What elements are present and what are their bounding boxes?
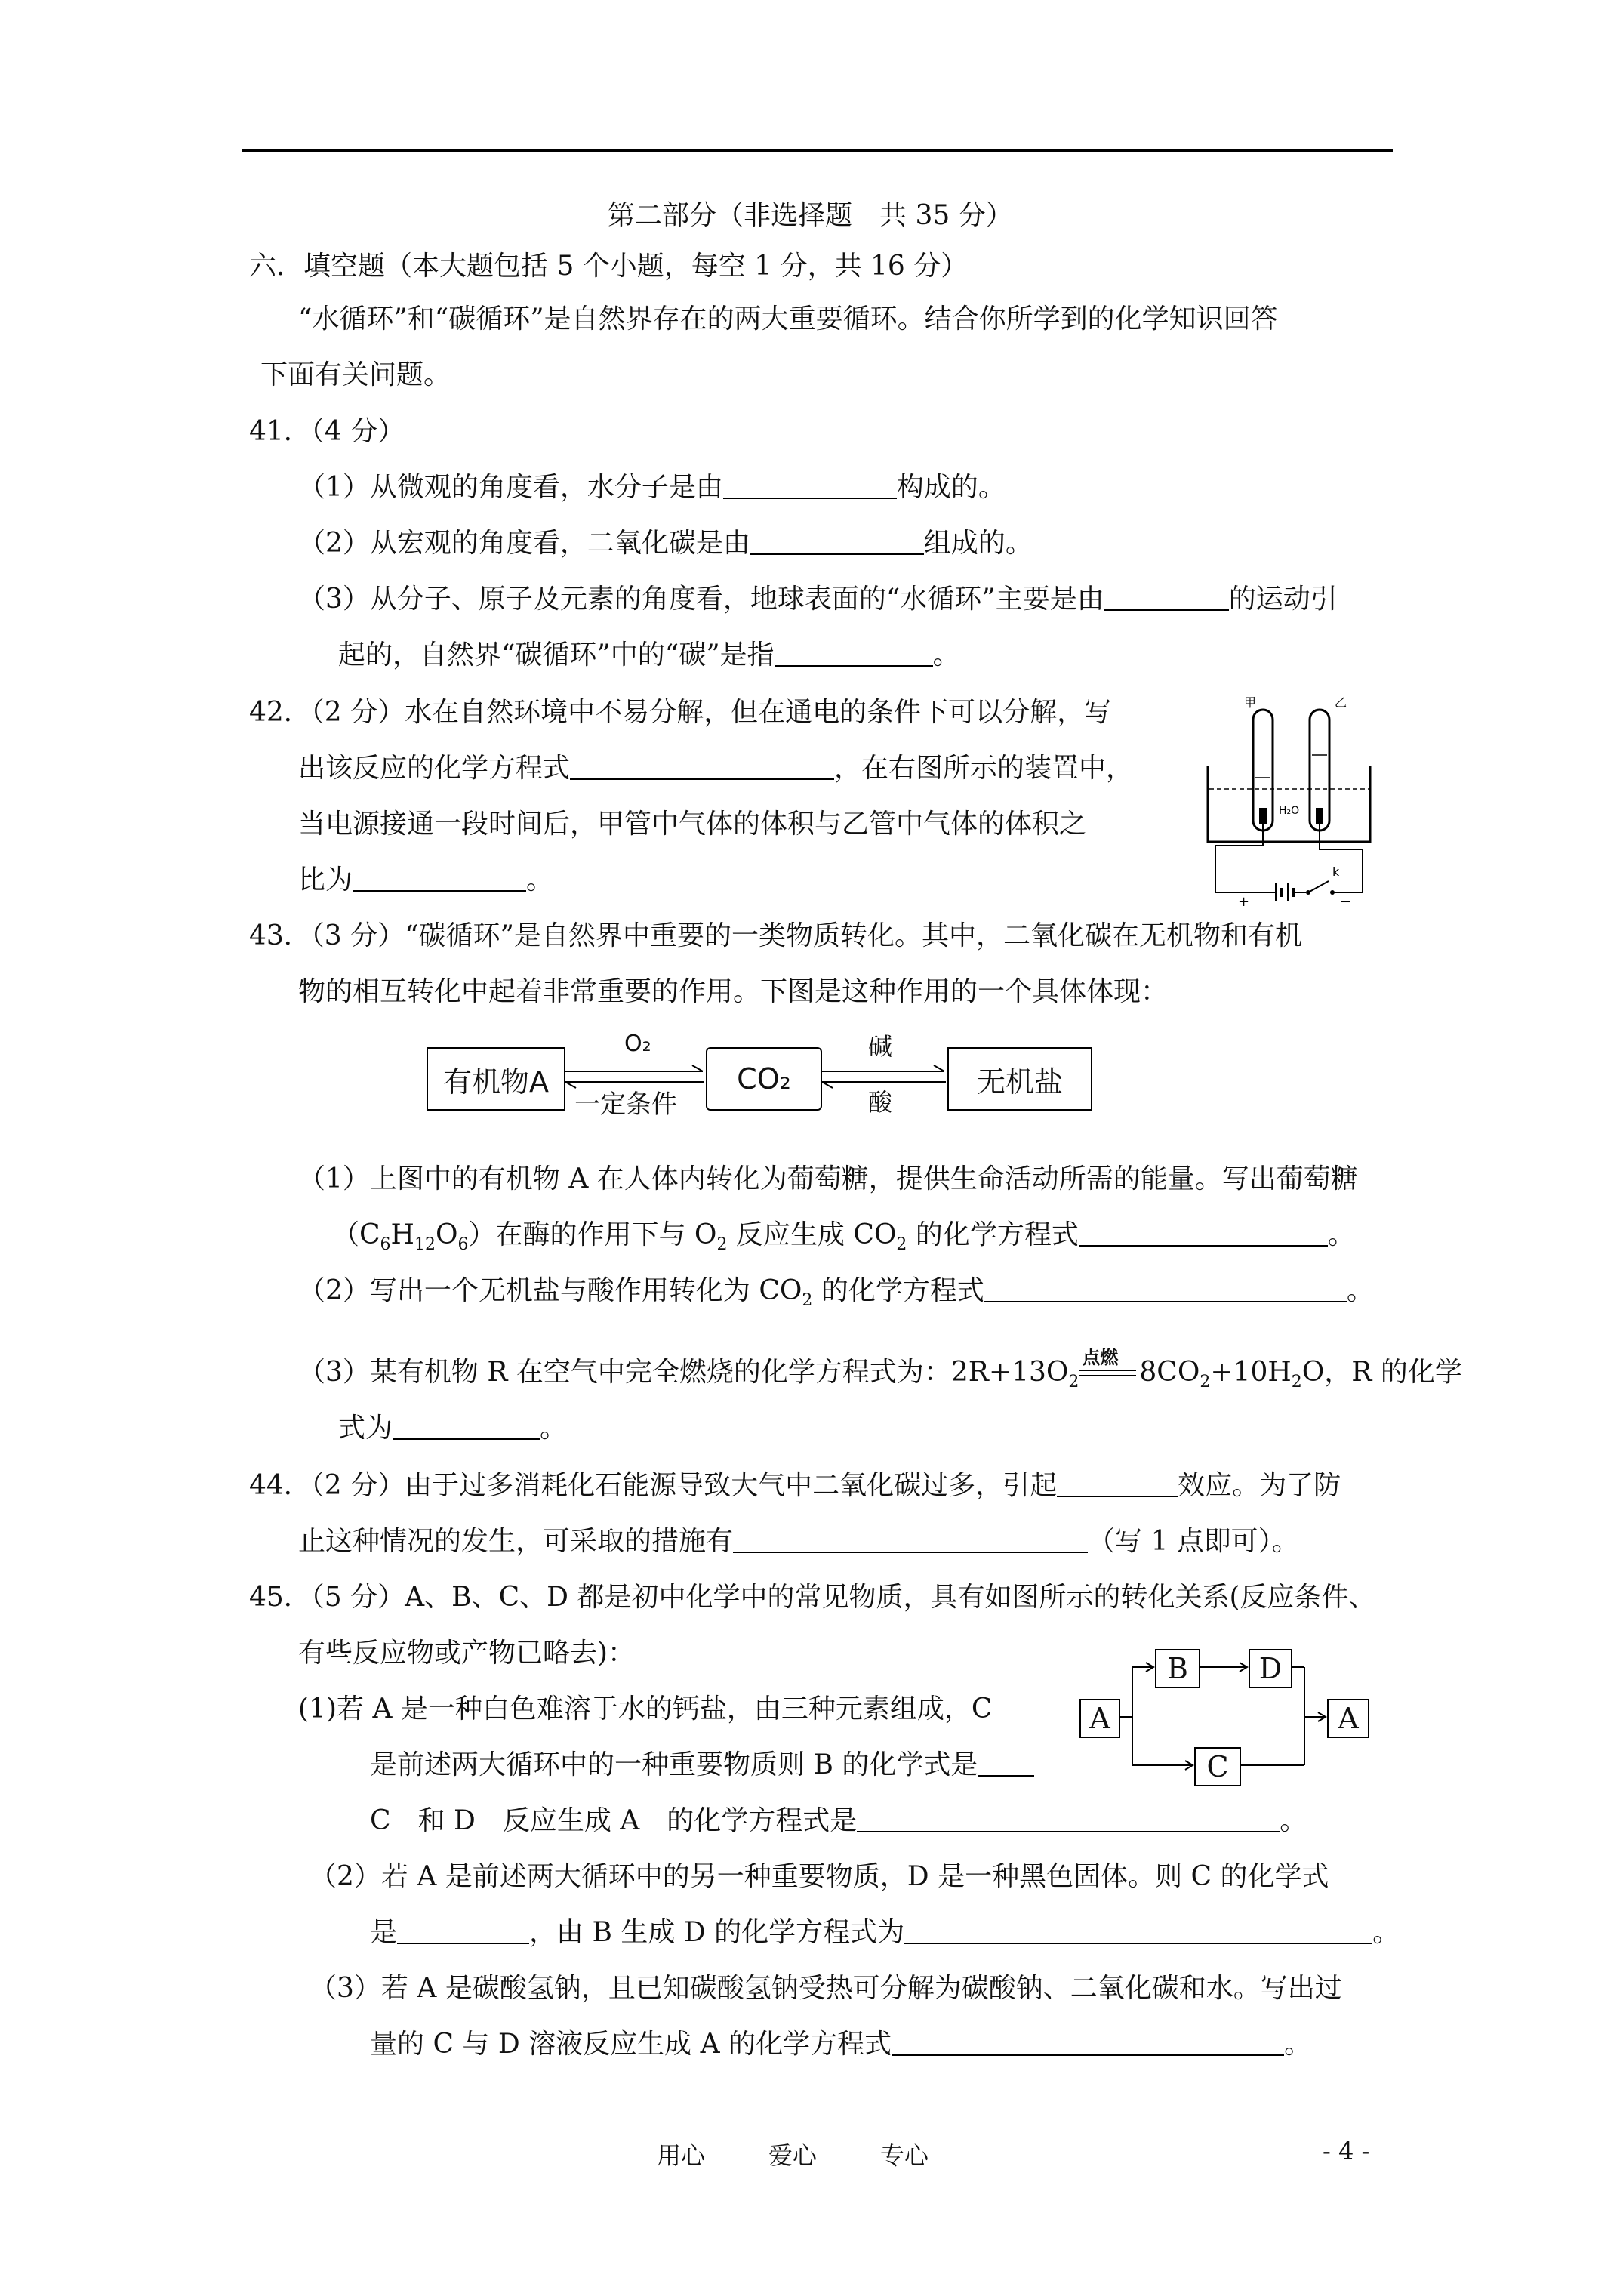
q43-line2: 物的相互转化中起着非常重要的作用。下图是这种作用的一个具体体现： [298, 976, 1169, 1007]
q43-sub2-sub: 2 [802, 1291, 813, 1311]
q43-sub1-text-e: 反应生成 CO [727, 1219, 897, 1250]
node-a-right-label: A [1338, 1702, 1359, 1735]
q44-measure-blank[interactable] [733, 1526, 1088, 1553]
node-a-left-label: A [1089, 1702, 1110, 1735]
q41-sub3-line2 [338, 639, 960, 672]
q41-sub1-blank[interactable] [723, 472, 897, 499]
q43-sub1-end: 。 [1327, 1219, 1355, 1250]
q43-sub3-blank[interactable] [393, 1413, 540, 1440]
q45-line2: 有些反应物或产物已略去)： [298, 1638, 636, 1669]
q42-line2-tail: ，在右图所示的装置中， [834, 753, 1134, 784]
q41-sub2-tail: 组成的。 [923, 528, 1033, 559]
q43-sub1-sub-co2: 2 [896, 1235, 907, 1255]
q43-sub3-sub1: 2 [1068, 1373, 1079, 1392]
q43-sub1-sub-12: 12 [414, 1235, 436, 1255]
node-b-label: B [1167, 1652, 1188, 1685]
arrow1-bottom-label: 一定条件 [574, 1089, 677, 1120]
q44-line2 [298, 1525, 1299, 1558]
q43-sub2-end: 。 [1346, 1275, 1374, 1306]
q44-effect-blank[interactable] [1057, 1470, 1178, 1497]
plus-label: + [1238, 894, 1250, 906]
q43-sub3-line1 [298, 1347, 1462, 1399]
inorganic-salt-box [947, 1047, 1092, 1111]
q45-sub2-line1: （2）若 A 是前述两大循环中的另一种重要物质，D 是一种黑色固体。则 C 的化学式 [310, 1861, 1329, 1892]
arrow2-bottom-label: 酸 [868, 1088, 893, 1117]
ignite-bar-bottom [1079, 1375, 1136, 1376]
arrow1-reversible [564, 1061, 704, 1094]
q45-sub2-text-b: ，由 B 生成 D 的化学方程式为 [529, 1917, 905, 1948]
arrow1-top-label: O₂ [624, 1031, 651, 1057]
switch-label: k [1332, 864, 1340, 879]
q45-sub3-text: 量的 C 与 D 溶液反应生成 A 的化学方程式 [370, 2029, 892, 2060]
q43-sub3-text-a: （3）某有机物 R 在空气中完全燃烧的化学方程式为：2R+13O [298, 1357, 1069, 1388]
q44-text-c: 止这种情况的发生，可采取的措施有 [298, 1526, 734, 1557]
node-c-label: C [1206, 1750, 1229, 1783]
q41-sub3-tail: 的运动引 [1228, 584, 1338, 615]
electrolysis-apparatus-figure [1200, 695, 1381, 906]
node-a-right [1327, 1699, 1369, 1738]
section-intro-line-1: “水循环”和“碳循环”是自然界存在的两大重要循环。结合你所学到的化学知识回答 [298, 304, 1278, 334]
ignite-bar-top [1079, 1370, 1136, 1371]
q45-sub3-line1: （3）若 A 是碳酸氢钠，且已知碳酸氢钠受热可分解为碳酸钠、二氧化碳和水。写出过 [310, 1973, 1342, 2004]
q42-line1: 42．（2 分）水在自然环境中不易分解，但在通电的条件下可以分解，写 [249, 697, 1112, 728]
q42-line2-text: 出该反应的化学方程式 [298, 753, 571, 784]
q42-line3: 当电源接通一段时间后，甲管中气体的体积与乙管中气体的体积之 [298, 809, 1087, 840]
q45-sub1-line2 [370, 1749, 1034, 1782]
q45-sub1-b-blank[interactable] [978, 1749, 1034, 1777]
q44-text-d: （写 1 点即可）。 [1088, 1526, 1299, 1557]
q43-sub1-sub-6a: 6 [380, 1235, 391, 1255]
q45-sub2-end: 。 [1372, 1917, 1400, 1948]
footer-word-3: 专心 [880, 2141, 929, 2170]
q43-sub3-sub2: 2 [1200, 1373, 1211, 1392]
node-d-label: D [1258, 1652, 1283, 1685]
q43-sub2-text: （2）写出一个无机盐与酸作用转化为 CO [298, 1275, 802, 1306]
q45-sub1-equation-blank[interactable] [857, 1805, 1280, 1832]
q41-sub3-text2: 起的，自然界“碳循环”中的“碳”是指 [338, 639, 775, 670]
q45-sub2-text: 是 [370, 1917, 398, 1948]
q44-line1 [249, 1469, 1341, 1502]
q45-sub1-end: 。 [1280, 1805, 1307, 1836]
q44-text-a: 44．（2 分）由于过多消耗化石能源导致大气中二氧化碳过多，引起 [249, 1470, 1058, 1501]
footer-word-1: 用心 [657, 2141, 706, 2170]
inorganic-salt-label: 无机盐 [976, 1065, 1063, 1099]
q41-sub2-text: （2）从宏观的角度看，二氧化碳是由 [298, 528, 750, 559]
node-c [1194, 1747, 1241, 1786]
carbon-cycle-flow-diagram [427, 1031, 1091, 1120]
q43-sub3-text-d: O，R 的化学 [1301, 1357, 1462, 1388]
q42-line4-text: 比为 [298, 864, 353, 895]
q43-sub3-text-b: 8CO [1139, 1357, 1200, 1388]
tube-right-label: 乙 [1335, 695, 1347, 710]
co2-box [706, 1047, 822, 1111]
q41-sub3-blank1[interactable] [1104, 584, 1229, 611]
q41-sub1 [298, 471, 1006, 504]
q43-sub2 [298, 1274, 1374, 1318]
q45-sub1-text: 是前述两大循环中的一种重要物质则 B 的化学式是 [370, 1749, 978, 1780]
minus-label: − [1340, 894, 1352, 906]
q43-sub2-text-b: 的化学方程式 [812, 1275, 984, 1306]
q43-sub1-sub-6b: 6 [457, 1235, 469, 1255]
part-title: 第二部分（非选择题 共 35 分） [608, 200, 1013, 231]
q43-sub1-sub-o2: 2 [716, 1235, 728, 1255]
co2-label: CO₂ [737, 1062, 791, 1096]
arrow2-top-label: 碱 [868, 1032, 893, 1061]
q45-sub1-text-b: C 和 D 反应生成 A 的化学方程式是 [370, 1805, 858, 1836]
q45-sub1-line3 [370, 1804, 1307, 1838]
q41-sub3-line1 [298, 583, 1338, 616]
tube-left-label: 甲 [1244, 695, 1257, 710]
page-number: - 4 - [1323, 2137, 1370, 2165]
q41-sub3-text: （3）从分子、原子及元素的角度看，地球表面的“水循环”主要是由 [298, 584, 1104, 615]
q45-line1: 45．（5 分）A、B、C、D 都是初中化学中的常见物质，具有如图所示的转化关系(反应条件、 [249, 1582, 1376, 1613]
q45-sub1-line1: (1)若 A 是一种白色难溶于水的钙盐，由三种元素组成，C [298, 1693, 993, 1724]
q43-sub1-blank[interactable] [1079, 1219, 1328, 1247]
q43-sub3-line2 [338, 1412, 567, 1445]
abcd-conversion-diagram [1079, 1638, 1381, 1804]
q43-sub1-line2 [332, 1219, 1355, 1262]
q43-sub1-text-d: ）在酶的作用下与 O [468, 1219, 717, 1250]
q43-sub2-blank[interactable] [984, 1275, 1347, 1302]
organic-a-label: 有机物A [443, 1065, 549, 1099]
q43-sub3-text-e: 式为 [338, 1413, 393, 1444]
q43-sub1-text-f: 的化学方程式 [907, 1219, 1079, 1250]
q42-ratio-blank[interactable] [353, 864, 526, 892]
q42-line4 [298, 864, 553, 897]
q45-sub3-equation-blank[interactable] [892, 2029, 1284, 2056]
node-d [1249, 1649, 1292, 1688]
q43-sub1-text-b: H [390, 1219, 414, 1250]
q42-line2 [298, 752, 1133, 785]
water-label: H₂O [1279, 805, 1300, 817]
q41-sub1-text: （1）从微观的角度看，水分子是由 [298, 472, 723, 503]
ignite-condition [1079, 1347, 1139, 1382]
q43-line1: 43．（3 分）“碳循环”是自然界中重要的一类物质转化。其中，二氧化碳在无机物和有机 [249, 920, 1302, 951]
q41-sub1-tail: 构成的。 [896, 472, 1006, 503]
q43-sub3-end: 。 [540, 1413, 568, 1444]
section-intro-line-2: 下面有关问题。 [260, 359, 451, 390]
header-rule [242, 149, 1393, 152]
q45-sub2-equation-blank[interactable] [904, 1917, 1372, 1944]
node-b [1155, 1649, 1200, 1688]
q43-sub1-text-c: O [435, 1219, 458, 1250]
q42-line4-tail: 。 [526, 864, 554, 895]
q45-sub2-line2 [370, 1916, 1400, 1949]
q45-sub3-line2 [370, 2028, 1311, 2061]
q43-sub1-line1: （1）上图中的有机物 A 在人体内转化为葡萄糖，提供生命活动所需的能量。写出葡萄糖 [298, 1163, 1358, 1194]
q41-heading: 41．（4 分） [249, 416, 405, 447]
organic-a-box [427, 1047, 565, 1111]
q41-sub2 [298, 527, 1033, 560]
q41-sub3-end: 。 [932, 639, 960, 670]
section-heading: 六．填空题（本大题包括 5 个小题，每空 1 分，共 16 分） [249, 251, 969, 282]
q41-sub3-blank2[interactable] [775, 639, 933, 667]
node-a-left [1079, 1699, 1120, 1738]
q42-equation-blank[interactable] [570, 753, 834, 780]
arrow2-reversible [821, 1061, 946, 1094]
ignite-label: 点燃 [1082, 1347, 1119, 1368]
q43-sub1-text-a: （C [332, 1219, 380, 1250]
q44-text-b: 效应。为了防 [1178, 1470, 1341, 1501]
q45-sub3-end: 。 [1284, 2029, 1312, 2060]
q43-sub3-text-c: +10H [1210, 1357, 1292, 1388]
q45-sub2-c-blank[interactable] [397, 1917, 529, 1944]
footer-word-2: 爱心 [768, 2141, 818, 2170]
q41-sub2-blank[interactable] [750, 528, 924, 555]
q43-sub3-sub3: 2 [1291, 1373, 1302, 1392]
